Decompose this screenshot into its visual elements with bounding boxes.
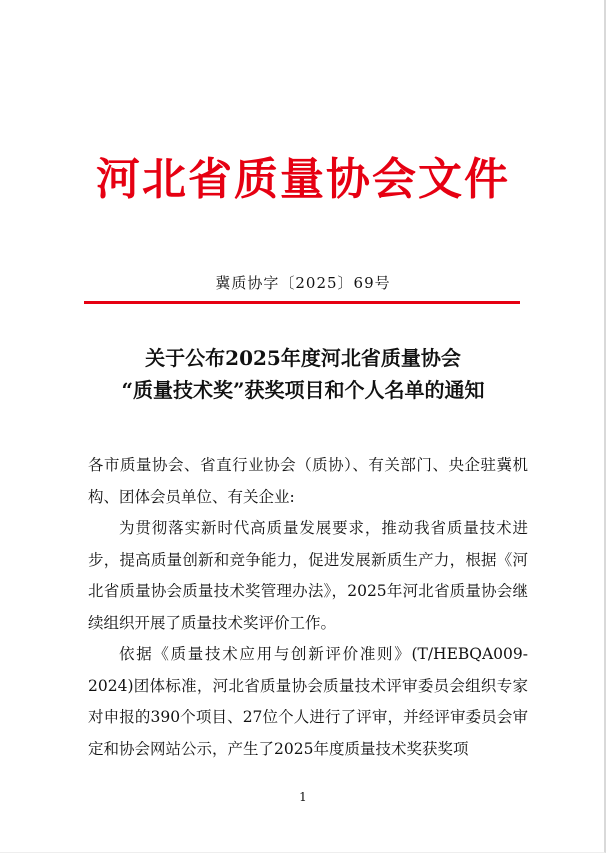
notice-body bbox=[88, 450, 528, 765]
document-header-title: 河北省质量协会文件 bbox=[96, 154, 510, 205]
red-divider-line bbox=[84, 301, 520, 304]
paragraph-1: 为贯彻落实新时代高质量发展要求，推动我省质量技术进步，提高质量创新和竞争能力，促进发展新质生产力，根据《河北省质量协会质量技术奖管理办法》，2025年河北省质量协会继续组织开展了质量技术奖评价工作。 bbox=[88, 519, 528, 632]
notice-title bbox=[0, 342, 606, 406]
notice-title-line-2: “质量技术奖”获奖项目和个人名单的通知 bbox=[121, 378, 485, 402]
paragraph-2: 依据《质量技术应用与创新评价准则》(T/HEBQA009-2024)团体标准，河北省质量协会质量技术评审委员会组织专家对申报的390个项目、27位个人进行了评审，并经评审委员会审定和协会网站公示，产生了2025年度质量技术奖获奖项 bbox=[88, 645, 528, 758]
salutation: 各市质量协会、省直行业协会（质协）、有关部门、央企驻冀机构、团体会员单位、有关企业: bbox=[88, 456, 528, 506]
document-number: 冀质协字〔2025〕69号 bbox=[215, 274, 391, 292]
page-number: 1 bbox=[299, 790, 307, 804]
notice-title-line-1: 关于公布2025年度河北省质量协会 bbox=[145, 346, 461, 370]
